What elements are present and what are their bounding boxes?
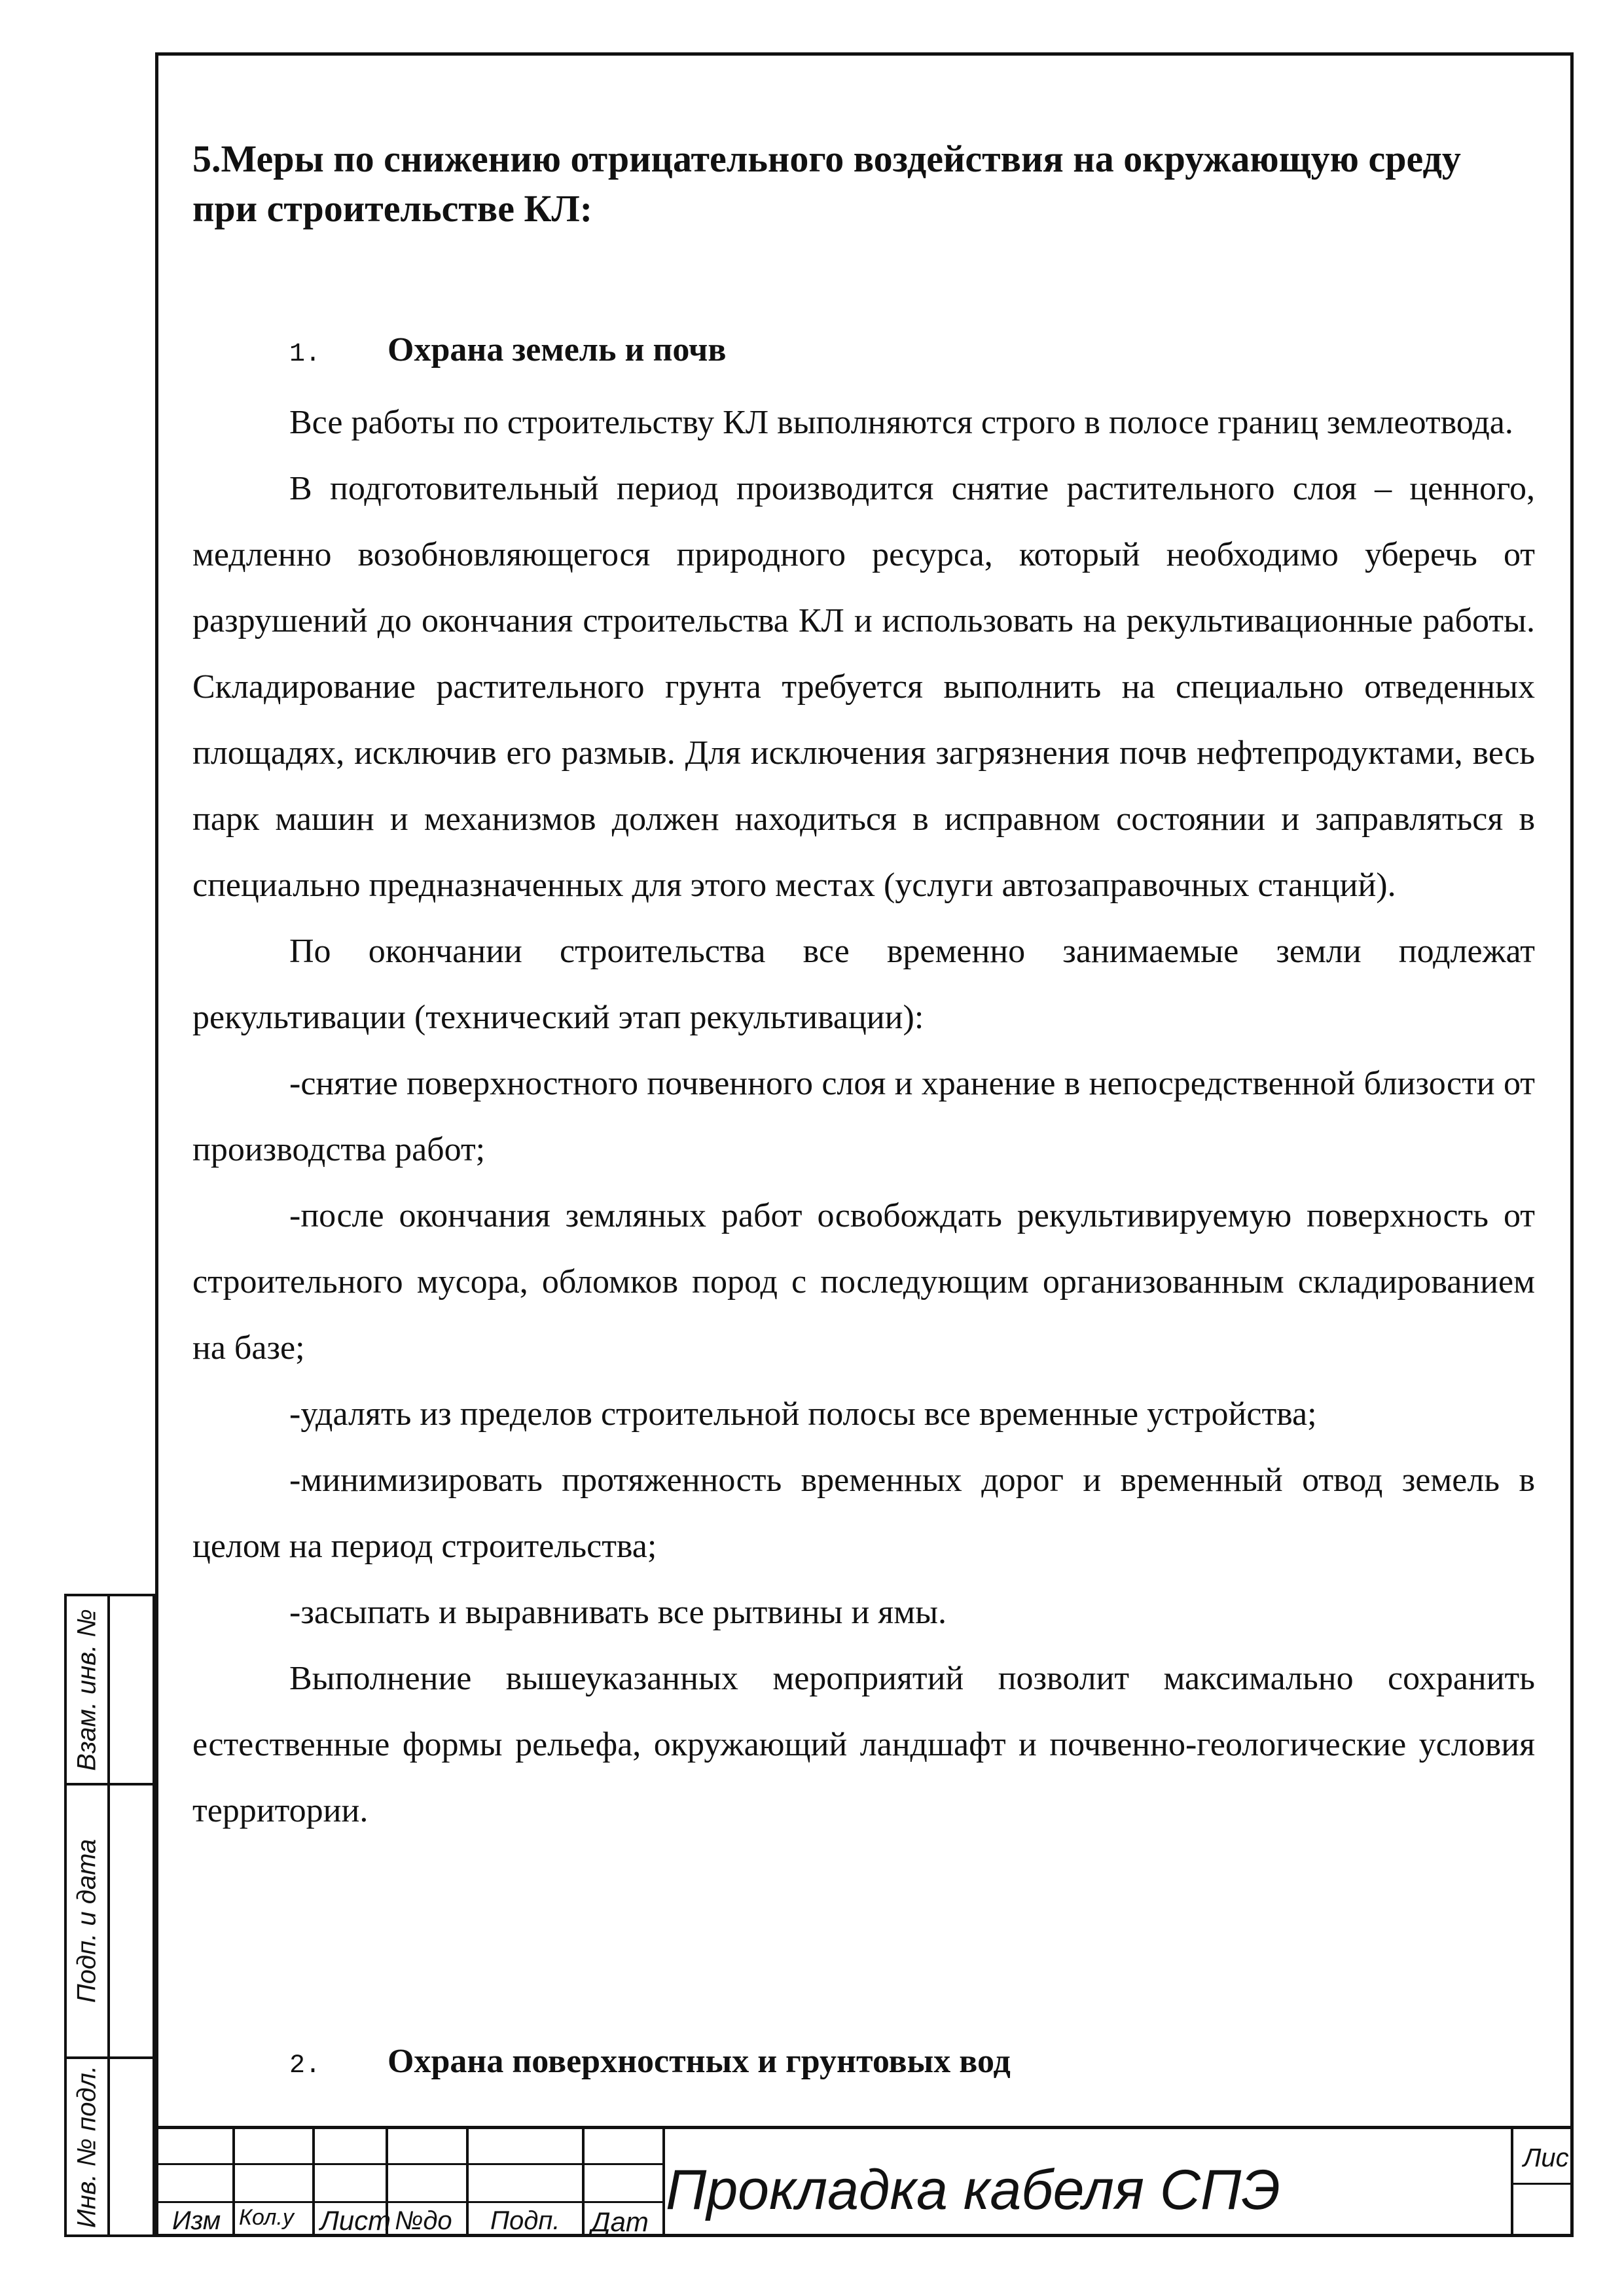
side-label-vzam: Взам. инв. №	[72, 1608, 101, 1771]
sheet-label: Лис	[1523, 2144, 1569, 2172]
section-1-number: 1.	[289, 340, 321, 369]
page-heading: 5.Меры по снижению отрицательного воздействия на окружающую среду при строительстве КЛ:	[192, 137, 1461, 230]
side-label-podp: Подп. и дата	[72, 1839, 101, 2003]
section-2-title-text: Охрана поверхностных и грунтовых вод	[388, 2043, 1011, 2080]
paragraph: По окончании строительства все временно занимаемые земли подлежат рекультивации (технический этап рекультивации):	[192, 933, 1535, 1036]
side-stamp-inv	[64, 2056, 155, 2237]
column-kolu: Кол.у	[239, 2205, 294, 2230]
side-stamp-vzam	[64, 1594, 155, 1785]
column-izm: Изм	[172, 2206, 221, 2235]
section-1-title-text: Охрана земель и почв	[388, 331, 727, 368]
section-2-number: 2.	[289, 2051, 321, 2081]
column-ndoc: №до	[395, 2206, 452, 2235]
side-label-inv: Инв. № подл.	[72, 2065, 101, 2229]
column-podp: Подп.	[490, 2206, 560, 2235]
section-1-body	[192, 389, 1535, 1844]
title-block	[155, 2126, 1574, 2237]
section-1-title	[192, 327, 1528, 378]
paragraph: Выполнение вышеуказанных мероприятий позволит максимально сохранить естественные формы рельефа, окружающий ландшафт и почвенно-геологические условия территории.	[192, 1660, 1535, 1829]
list-item: -засыпать и выравнивать все рытвины и ямы.	[289, 1594, 947, 1631]
list-item: -снятие поверхностного почвенного слоя и хранение в непосредственной близости от производства работ;	[192, 1065, 1535, 1168]
section-2-title	[192, 2039, 1528, 2089]
document-title: Прокладка кабеля СПЭ	[666, 2159, 1280, 2221]
side-stamp-podp	[64, 1783, 155, 2059]
list-item: -удалять из пределов строительной полосы все временные устройства;	[289, 1395, 1317, 1433]
list-item: -после окончания земляных работ освобождать рекультивируемую поверхность от строительного мусора, обломков пород с последующим организованным складированием на базе;	[192, 1197, 1535, 1367]
column-data: Дат	[591, 2206, 649, 2237]
column-list: Лист	[320, 2205, 391, 2236]
paragraph: В подготовительный период производится снятие растительного слоя – ценного, медленно возобновляющегося природного ресурса, который необходимо уберечь от разрушений до окончания строительства КЛ и использовать на рекультивационные работы. Складирование растительного грунта требуется выполнить на специально отведенных площадях, исключив его размыв. Для исключения загрязнения почв нефтепродуктами, весь парк машин и механизмов должен находиться в исправном состоянии и заправляться в специально предназначенных для этого местах (услуги автозаправочных станций).	[192, 470, 1535, 904]
list-item: -минимизировать протяженность временных дорог и временный отвод земель в целом на период строительства;	[192, 1462, 1535, 1565]
paragraph: Все работы по строительству КЛ выполняются строго в полосе границ землеотвода.	[289, 404, 1513, 441]
